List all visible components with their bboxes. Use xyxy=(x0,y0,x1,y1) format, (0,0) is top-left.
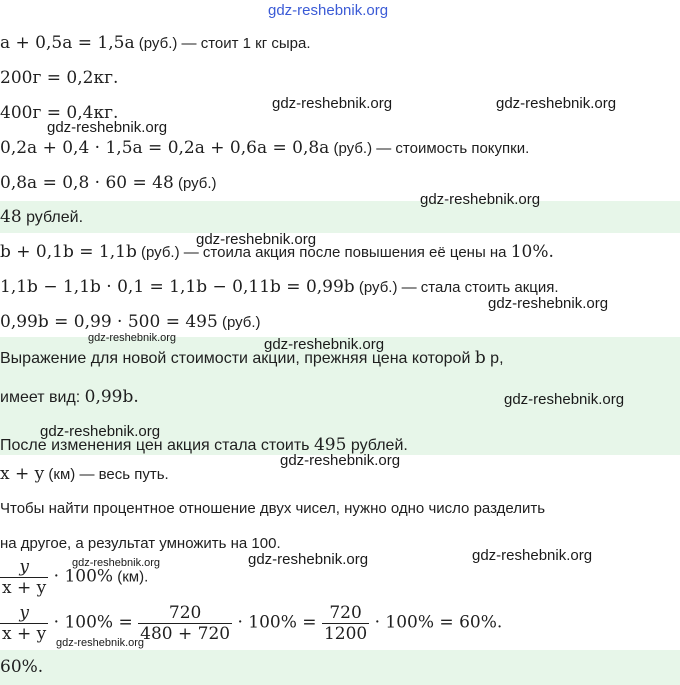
fraction-y-over-sum: $\frac{y}{x + y}$ xyxy=(2,557,47,598)
watermark: gdz-reshebnik.org xyxy=(196,231,317,248)
line-400g: 400г = 0,4кг. xyxy=(0,103,119,123)
line-fraction-expression: $\frac{y}{x + y}$ · 100% (км). xyxy=(2,557,149,598)
watermark: gdz-reshebnik.org xyxy=(488,295,609,312)
line-calc-495: 0,99b = 0,99 · 500 = 495 (руб.) xyxy=(0,312,261,332)
line-expression-intro: Выражение для новой стоимости акции, прежняя цена которой b р, xyxy=(0,348,504,368)
line-answer-48: 48 рублей. xyxy=(0,207,84,227)
watermark-small: gdz-reshebnik.org xyxy=(88,332,177,344)
watermark-small: gdz-reshebnik.org xyxy=(56,637,145,649)
line-fraction-calc: $\frac{y}{x + y}$ · 100% = $\frac{720}{480 + 720}$ · 100% = $\frac{720}{1200}$ · 100% = 60%. xyxy=(2,603,503,644)
watermark: gdz-reshebnik.org xyxy=(496,95,617,112)
line-cheese-price: a + 0,5a = 1,5a (руб.) — стоит 1 кг сыра. xyxy=(0,33,311,53)
line-share-increase: b + 0,1b = 1,1b (руб.) — стоила акция после повышения её цены на 10%. xyxy=(0,242,554,262)
line-answer-60: 60%. xyxy=(0,657,44,677)
watermark: gdz-reshebnik.org xyxy=(264,336,385,353)
watermark: gdz-reshebnik.org xyxy=(47,119,168,136)
fraction-y-over-sum-2: $\frac{y}{x + y}$ xyxy=(2,603,47,644)
line-total-path: x + y (км) — весь путь. xyxy=(0,464,169,484)
fraction-720-over-1200: $\frac{720}{1200}$ xyxy=(323,603,368,644)
watermark: gdz-reshebnik.org xyxy=(472,547,593,564)
watermark: gdz-reshebnik.org xyxy=(248,551,369,568)
line-percent-rule-2: на другое, а результат умножить на 100. xyxy=(0,535,281,552)
watermark-small: gdz-reshebnik.org xyxy=(72,557,161,569)
line-percent-rule-1: Чтобы найти процентное отношение двух чисел, нужно одно число разделить xyxy=(0,500,546,517)
line-200g: 200г = 0,2кг. xyxy=(0,68,119,88)
line-purchase-cost: 0,2a + 0,4 · 1,5a = 0,2a + 0,6a = 0,8a (руб.) — стоимость покупки. xyxy=(0,138,530,158)
highlight-band-answer-1 xyxy=(0,201,680,233)
line-answer-495: После изменения цен акция стала стоить 495 рублей. xyxy=(0,435,408,455)
watermark: gdz-reshebnik.org xyxy=(420,191,541,208)
watermark: gdz-reshebnik.org xyxy=(280,452,401,469)
watermark-top: gdz-reshebnik.org xyxy=(268,2,389,19)
line-share-decrease: 1,1b − 1,1b · 0,1 = 1,1b − 0,11b = 0,99b (руб.) — стала стоить акция. xyxy=(0,277,559,297)
watermark: gdz-reshebnik.org xyxy=(40,423,161,440)
watermark: gdz-reshebnik.org xyxy=(504,391,625,408)
watermark: gdz-reshebnik.org xyxy=(272,95,393,112)
fraction-720-over-1200-sum: $\frac{720}{480 + 720}$ xyxy=(140,603,231,644)
line-expression-result: имеет вид: 0,99b. xyxy=(0,387,139,407)
highlight-band-answer-3 xyxy=(0,650,680,685)
line-calc-48: 0,8a = 0,8 · 60 = 48 (руб.) xyxy=(0,173,217,193)
